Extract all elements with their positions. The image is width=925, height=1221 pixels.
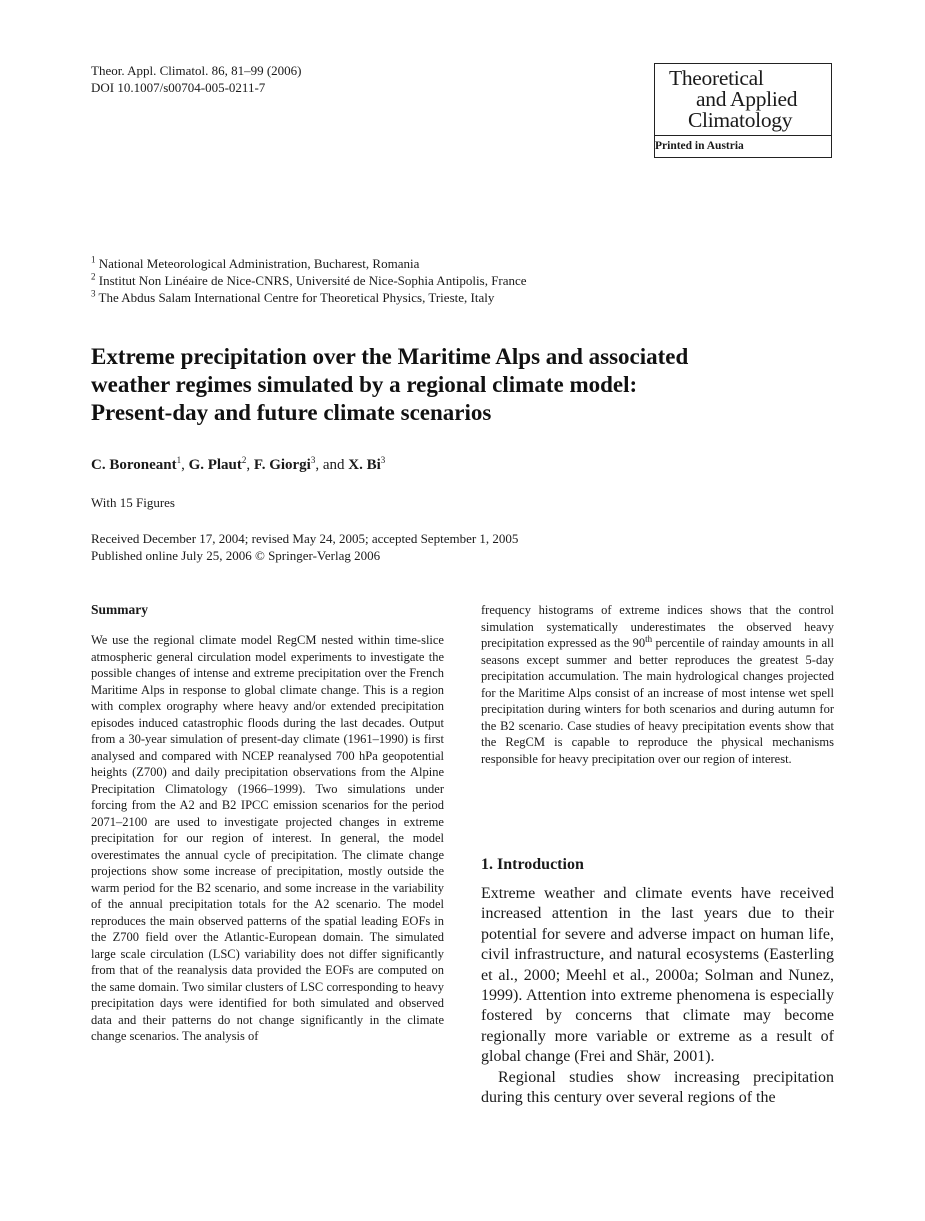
- citation-block: [91, 62, 302, 96]
- author-name: F. Giorgi: [253, 457, 311, 473]
- paper-title: [91, 343, 811, 427]
- introduction-paragraph-1: Extreme weather and climate events have received increased attention in the last years due to their potential for severe and adverse impact on human life, civil infrastructure, and natural ecosystems (Easterling et al., 2000; Meehl et al., 2000a; Solman and Nunez, 1999). Attention into extreme phenomena is especially fostered by concerns that climate may become regionally more variable or extreme as a result of global change (Frei and Shär, 2001).: [481, 885, 834, 1066]
- published-date: Published online July 25, 2006 © Springer-Verlag 2006: [91, 548, 381, 563]
- affiliation-3: $^3$ The Abdus Salam International Centre for Theoretical Physics, Trieste, Italy: [91, 288, 495, 305]
- affiliation-1: $^1$ National Meteorological Administration, Bucharest, Romania: [91, 254, 420, 271]
- affiliation-2: $^2$ Institut Non Linéaire de Nice-CNRS, Université de Nice-Sophia Antipolis, France: [91, 271, 527, 288]
- received-dates: Received December 17, 2004; revised May 24, 2005; accepted September 1, 2005: [91, 531, 519, 546]
- introduction-heading: 1. Introduction: [481, 856, 584, 873]
- journal-logo-title: [669, 68, 829, 131]
- journal-logo-divider: [655, 135, 831, 136]
- summary-text-right: frequency histograms of extreme indices shows that the control simulation systematically underestimates the observed heavy precipitation expressed as the 90th percentile of rainday amounts in all seasons except summer and better reproduces the greatest 5-day precipitation accumulation. The main hydrological changes projected for the Maritime Alps consist of an increase of most intense wet spell precipitation during winters for both scenarios and during autumn for the B2 scenario. Case studies of heavy precipitation events show that the RegCM is capable to reproduce the physical mechanisms responsible for heavy precipitation over our region of interest.: [481, 603, 834, 766]
- journal-logo-line1: Theoretical: [669, 66, 764, 90]
- author-name: G. Plaut: [188, 457, 242, 473]
- title-line-2: weather regimes simulated by a regional climate model:: [91, 372, 638, 397]
- title-line-3: Present-day and future climate scenarios: [91, 400, 492, 425]
- introduction-body: [481, 884, 834, 1108]
- author-list: C. Boroneant$^1$, G. Plaut$^2$, F. Giorgi$^3$, and X. Bi$^3$: [91, 455, 386, 473]
- journal-logo: [654, 63, 832, 158]
- journal-logo-line2: and Applied: [696, 87, 798, 111]
- figures-note: With 15 Figures: [91, 495, 175, 510]
- summary-text-left: We use the regional climate model RegCM nested within time-slice atmospheric general circulation model experiments to investigate the possible changes of intense and extreme precipitation over the French Maritime Alps in response to global climate change. This is a region with complex orography where heavy and/or extended precipitation episodes induced catastrophic floods during the last decades. Output from a 30-year simulation of present-day climate (1961–1990) is first analysed and compared with NCEP reanalysed 700 hPa geopotential heights (Z700) and daily precipitation observations from the Alpine Precipitation Climatology (1966–1999). Two simulations under forcing from the A2 and B2 IPCC emission scenarios for the period 2071–2100 are used to investigate projected changes in extreme precipitation for our region of interest. In general, the model overestimates the annual cycle of precipitation. The climate change projections show some increase of precipitation, mostly outside the warm period for the B2 scenario, and some increase in the variability of the annual precipitation totals for the A2 scenario. The model reproduces the main observed patterns of the spatial leading EOFs in the Z700 field over the Atlantic-European domain. The simulated large scale circulation (LSC) variability does not differ significantly from that of the reanalysis data provided the EOFs are computed on the same domain. Two similar clusters of LSC corresponding to heavy precipitation days were identified for both simulated and observed data and their patterns do not change significantly in the climate change scenarios. The analysis of: [91, 633, 444, 1043]
- citation-doi: DOI 10.1007/s00704-005-0211-7: [91, 80, 266, 95]
- citation-journal: Theor. Appl. Climatol. 86, 81–99 (2006): [91, 63, 302, 78]
- summary-heading: Summary: [91, 602, 148, 617]
- journal-logo-printed: Printed in Austria: [655, 140, 744, 152]
- author-name: C. Boroneant: [91, 457, 177, 473]
- affiliations: [91, 255, 527, 306]
- title-line-1: Extreme precipitation over the Maritime Alps and associated: [91, 344, 689, 369]
- journal-logo-line3: Climatology: [688, 108, 793, 132]
- publication-dates: [91, 530, 518, 564]
- introduction-paragraph-2: Regional studies show increasing precipitation during this century over several regions of the: [481, 1068, 834, 1107]
- author-name: X. Bi: [348, 457, 381, 473]
